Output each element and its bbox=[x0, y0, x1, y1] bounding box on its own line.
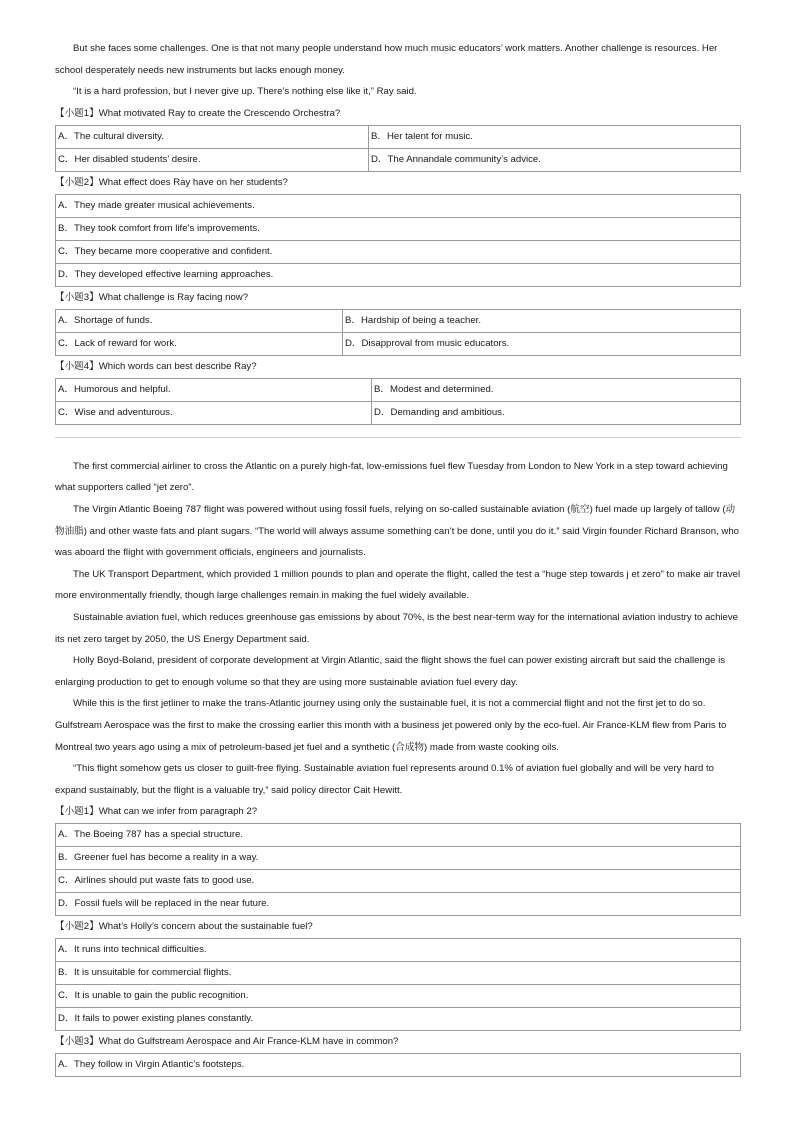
option-d[interactable]: D．It fails to power existing planes constantly. bbox=[56, 1008, 741, 1031]
option-b[interactable]: B．Hardship of being a teacher. bbox=[343, 309, 741, 332]
exam-page bbox=[55, 38, 741, 1077]
option-d[interactable]: D．Fossil fuels will be replaced in the near future. bbox=[56, 893, 741, 916]
options-table bbox=[55, 378, 741, 425]
option-c[interactable]: C．They became more cooperative and confident. bbox=[56, 240, 741, 263]
option-c[interactable]: C．Airlines should put waste fats to good use. bbox=[56, 870, 741, 893]
option-a[interactable]: A．Humorous and helpful. bbox=[56, 378, 372, 401]
option-c[interactable]: C．Wise and adventurous. bbox=[56, 401, 372, 424]
question-stem: 【小题1】What can we infer from paragraph 2? bbox=[55, 806, 258, 818]
option-c[interactable]: C．Her disabled students’ desire. bbox=[56, 148, 369, 171]
options-table bbox=[55, 125, 741, 172]
option-a[interactable]: A．It runs into technical difficulties. bbox=[56, 939, 741, 962]
question-stem: 【小题1】What motivated Ray to create the Crescendo Orchestra? bbox=[55, 107, 341, 119]
option-a[interactable]: A．They made greater musical achievements. bbox=[56, 194, 741, 217]
option-b[interactable]: B．Modest and determined. bbox=[372, 378, 741, 401]
option-c[interactable]: C．Lack of reward for work. bbox=[56, 332, 343, 355]
option-b[interactable]: B．Greener fuel has become a reality in a way. bbox=[56, 847, 741, 870]
question-stem: 【小题3】What challenge is Ray facing now? bbox=[55, 291, 249, 303]
passage-2 bbox=[55, 456, 741, 1078]
option-a[interactable]: A．The cultural diversity. bbox=[56, 125, 369, 148]
options-table bbox=[55, 823, 741, 916]
option-d[interactable]: D．The Annandale community’s advice. bbox=[369, 148, 741, 171]
options-table bbox=[55, 1053, 741, 1077]
option-d[interactable]: D．Demanding and ambitious. bbox=[372, 401, 741, 424]
option-a[interactable]: A．The Boeing 787 has a special structure. bbox=[56, 824, 741, 847]
question-stem: 【小题2】What effect does Ray have on her students? bbox=[55, 176, 288, 188]
passage-2-paragraph: Sustainable aviation fuel, which reduces greenhouse gas emissions by about 70%, is the best near-term way for the international aviation industry to achieve its net zero target by 2050, the US Energy Department said. bbox=[55, 611, 739, 645]
passage-2-paragraph: Holly Boyd-Boland, president of corporate development at Virgin Atlantic, said the flight shows the fuel can power existing aircraft but said the challenge is enlarging production to get to enough volume so that they are using more sustainable aviation fuel every day. bbox=[55, 655, 726, 688]
option-c[interactable]: C．It is unable to gain the public recognition. bbox=[56, 985, 741, 1008]
option-b[interactable]: B．It is unsuitable for commercial flights. bbox=[56, 962, 741, 985]
question-stem: 【小题3】What do Gulfstream Aerospace and Air France-KLM have in common? bbox=[55, 1036, 399, 1048]
question-stem: 【小题4】Which words can best describe Ray? bbox=[55, 360, 257, 372]
option-d[interactable]: D．Disapproval from music educators. bbox=[343, 332, 741, 355]
passage-2-paragraph: “This flight somehow gets us closer to guilt-free flying. Sustainable aviation fuel represents around 0.1% of aviation fuel globally and will be very hard to expand sustainably, but the flight is a valuable try,” said policy director Cait Hewitt. bbox=[55, 763, 714, 796]
passage-1-paragraph: But she faces some challenges. One is that not many people understand how much music educators’ work matters. Another challenge is resources. Her school desperately needs new instruments but lacks enough money. bbox=[55, 43, 718, 76]
options-table bbox=[55, 194, 741, 287]
option-b[interactable]: B．They took comfort from life’s improvements. bbox=[56, 217, 741, 240]
options-table bbox=[55, 938, 741, 1031]
option-a[interactable]: A．Shortage of funds. bbox=[56, 309, 343, 332]
passage-1 bbox=[55, 38, 741, 425]
passage-2-paragraph: The first commercial airliner to cross the Atlantic on a purely high-fat, low-emissions fuel flew Tuesday from London to New York in a step toward achieving what supporters called “jet zero”. bbox=[55, 460, 728, 494]
question-stem: 【小题2】What’s Holly’s concern about the sustainable fuel? bbox=[55, 921, 313, 933]
option-d[interactable]: D．They developed effective learning approaches. bbox=[56, 263, 741, 286]
option-a[interactable]: A．They follow in Virgin Atlantic’s footsteps. bbox=[56, 1054, 741, 1077]
passage-2-paragraph: The UK Transport Department, which provided 1 million pounds to plan and operate the flight, called the test a “huge step towards j et zero” to make air travel more environmentally friendly, though large challenges remain in making the fuel widely available. bbox=[55, 568, 741, 602]
passage-1-paragraph: “It is a hard profession, but I never give up. There’s nothing else like it,” Ray said. bbox=[73, 86, 417, 98]
passage-2-paragraph: While this is the first jetliner to make the trans-Atlantic journey using only the sustainable fuel, it is not a commercial flight and not the first jet to do so. Gulfstream Aerospace was the first to make the crossing earlier this month with a business jet powered only by the eco-fuel. Air France-KLM flew from Paris to Montreal two years ago using a mix of petroleum-based jet fuel and a synthetic (合成物) made from waste cooking oils. bbox=[55, 698, 727, 753]
options-table bbox=[55, 309, 741, 356]
passage-2-paragraph: The Virgin Atlantic Boeing 787 flight was powered without using fossil fuels, relying on so-called sustainable aviation (航空) fuel made up largely of tallow (动物油脂) and other waste fats and plant sugars. “The world will always assume something can’t be done, until you do it.” said Virgin founder Richard Branson, who was aboard the flight with government officials, engineers and journalists. bbox=[55, 503, 739, 559]
option-b[interactable]: B．Her talent for music. bbox=[369, 125, 741, 148]
